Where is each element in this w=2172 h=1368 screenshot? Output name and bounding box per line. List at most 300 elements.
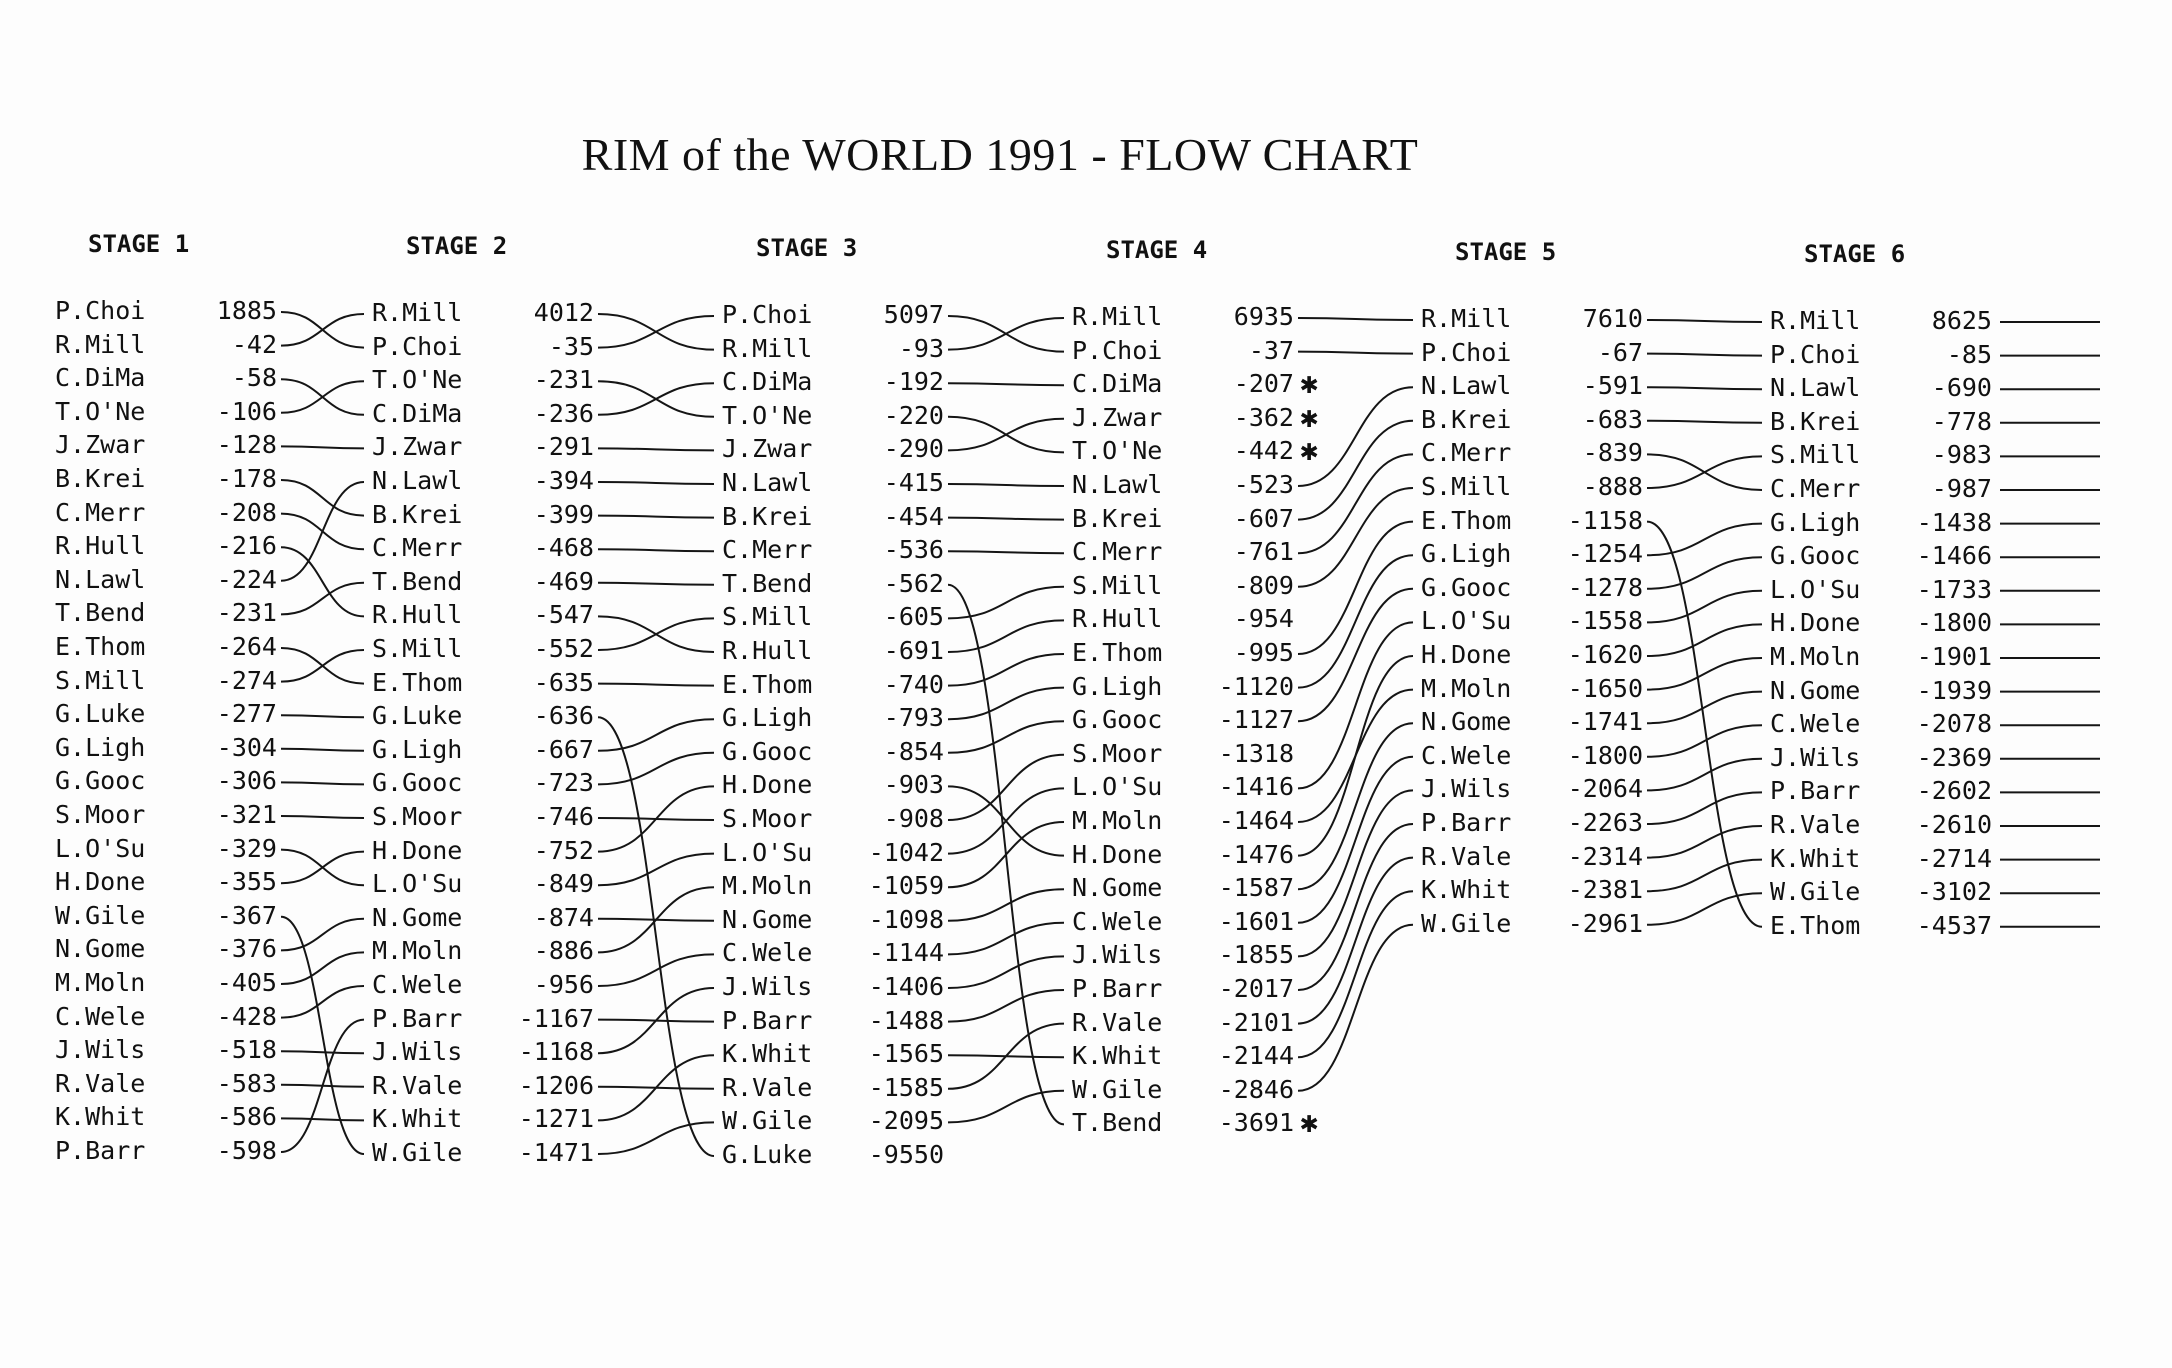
rider-row: [55, 632, 277, 662]
flow-line-mmoln: [281, 952, 364, 984]
rider-name: H.Done: [55, 867, 146, 897]
flow-line-tone: [598, 381, 714, 417]
rider-name: T.O'Ne: [722, 400, 813, 430]
rider-row: [1072, 369, 1294, 399]
rider-time: -224: [216, 564, 277, 594]
flow-line-smill: [281, 650, 364, 682]
rider-time: -1158: [1567, 505, 1643, 535]
rider-row: [1421, 539, 1643, 569]
flow-line-ethom: [598, 684, 714, 686]
rider-row: [722, 1106, 944, 1136]
rider-time: -58: [231, 363, 277, 393]
rider-time: -2610: [1916, 810, 1992, 839]
rider-name: P.Choi: [372, 331, 463, 361]
rider-row: [372, 634, 594, 664]
rider-time: -2961: [1567, 908, 1643, 938]
rider-name: J.Zwar: [1072, 402, 1163, 432]
rider-row: [1421, 909, 1643, 939]
rider-time: -1620: [1567, 640, 1643, 669]
flow-line-ggooc: [1647, 557, 1762, 589]
rider-row: [1421, 472, 1643, 502]
flow-line-jwils: [598, 988, 714, 1053]
rider-row: [1072, 504, 1294, 534]
rider-time: -886: [533, 936, 594, 966]
rider-name: P.Barr: [1072, 974, 1163, 1003]
rider-row: [722, 871, 944, 901]
rider-time: -428: [216, 1001, 277, 1031]
flow-line-ggooc: [1298, 589, 1413, 721]
rider-time: -277: [216, 699, 277, 729]
rider-time: 8625: [1931, 306, 1992, 335]
rider-name: S.Mill: [372, 634, 463, 663]
rider-time: -321: [216, 800, 277, 829]
rider-row: [372, 533, 594, 563]
rider-row: [55, 666, 277, 696]
rider-name: L.O'Su: [1421, 606, 1512, 636]
rider-time: 7610: [1582, 304, 1643, 333]
rider-row: [372, 298, 594, 328]
rider-time: 1885: [216, 296, 277, 325]
rider-row: [1421, 875, 1643, 905]
flow-line-smoor: [948, 755, 1064, 820]
rider-row: [55, 464, 277, 494]
rider-name: G.Ligh: [1421, 539, 1512, 569]
rider-row: [55, 531, 277, 561]
rider-name: R.Vale: [55, 1068, 146, 1098]
rider-name: R.Vale: [1421, 841, 1512, 871]
rider-row: [1770, 709, 1992, 739]
flow-line-cwele: [948, 923, 1064, 955]
flow-line-cmerr: [1647, 454, 1762, 490]
rider-row: [722, 737, 944, 767]
flow-line-rvale: [1647, 826, 1762, 858]
rider-name: B.Krei: [1072, 503, 1163, 533]
rider-time: 4012: [533, 298, 594, 327]
flow-line-smoor: [598, 818, 714, 820]
flow-line-pbarr: [281, 1020, 364, 1152]
flow-line-cwele: [1647, 725, 1762, 757]
flow-line-rvale: [1298, 858, 1413, 1024]
rider-name: N.Lawl: [1072, 470, 1163, 499]
rider-time: -264: [216, 632, 277, 661]
flow-line-ggooc: [598, 753, 714, 785]
rider-row: [1072, 638, 1294, 668]
rider-row: [1072, 537, 1294, 567]
rider-row: [55, 800, 277, 830]
rider-name: M.Moln: [1770, 642, 1861, 671]
flow-line-wgile: [598, 1122, 714, 1154]
rider-time: -399: [533, 499, 594, 529]
rider-row: [1072, 1108, 1294, 1138]
flow-line-rvale: [598, 1087, 714, 1089]
rider-time: -128: [216, 430, 277, 460]
rider-name: G.Gooc: [1421, 572, 1512, 602]
rider-row: [55, 1069, 277, 1099]
rider-time: -1471: [518, 1138, 594, 1167]
rider-name: R.Mill: [722, 333, 813, 363]
rider-name: N.Gome: [372, 902, 463, 932]
rider-time: -42: [231, 329, 277, 359]
rider-row: [722, 401, 944, 431]
flow-line-jwils: [948, 956, 1064, 988]
flow-line-rvale: [281, 1085, 364, 1087]
rider-time: -562: [883, 568, 944, 598]
rider-name: W.Gile: [55, 900, 146, 930]
rider-row: [372, 668, 594, 698]
rider-time: -1585: [868, 1072, 944, 1102]
rider-time: -3691: [1218, 1108, 1294, 1138]
rider-time: -552: [533, 634, 594, 663]
rider-row: [55, 1002, 277, 1032]
flow-line-nlawl: [948, 484, 1064, 486]
flow-line-kwhit: [281, 1118, 364, 1120]
rider-time: -1855: [1218, 940, 1294, 970]
rider-name: T.Bend: [722, 568, 813, 598]
rider-time: -1488: [868, 1005, 944, 1035]
rider-row: [1072, 672, 1294, 702]
rider-name: R.Vale: [372, 1070, 463, 1100]
rider-name: L.O'Su: [722, 837, 813, 867]
rider-row: [1770, 608, 1992, 638]
rider-time: -2381: [1567, 875, 1643, 905]
rider-time: -37: [1248, 335, 1294, 365]
rider-name: T.O'Ne: [55, 396, 146, 426]
rider-name: L.O'Su: [372, 869, 463, 899]
rider-time: -216: [216, 531, 277, 561]
rider-name: J.Wils: [1072, 940, 1163, 970]
rider-time: -691: [883, 636, 944, 665]
stage-2-header: STAGE 2: [406, 232, 508, 260]
rider-name: N.Gome: [1421, 707, 1512, 737]
rider-row: [1421, 405, 1643, 435]
flow-line-tone: [281, 381, 364, 413]
rider-name: T.Bend: [55, 598, 146, 628]
rider-row: [1072, 907, 1294, 937]
rider-time: -469: [533, 566, 594, 596]
rider-row: [372, 399, 594, 429]
rider-row: [1421, 438, 1643, 468]
flow-line-cmerr: [281, 514, 364, 550]
flow-line-rmill: [1647, 320, 1762, 322]
rider-row: [372, 332, 594, 362]
rider-row: [55, 565, 277, 595]
flow-line-rmill: [281, 314, 364, 346]
flow-line-kwhit: [1647, 860, 1762, 892]
rider-row: [722, 1073, 944, 1103]
rider-time: -2017: [1218, 974, 1294, 1003]
rider-row: [1421, 506, 1643, 536]
rider-row: [1072, 1075, 1294, 1105]
flow-line-jwils: [1647, 759, 1762, 791]
rider-row: [1072, 772, 1294, 802]
flow-line-kwhit: [598, 1055, 714, 1120]
rider-name: P.Choi: [1072, 335, 1163, 365]
rider-name: N.Gome: [55, 934, 146, 964]
rider-row: [722, 1039, 944, 1069]
rider-name: P.Choi: [55, 296, 146, 325]
rider-time: -394: [533, 466, 594, 495]
rider-time: -9550: [868, 1140, 944, 1169]
rider-time: -231: [216, 598, 277, 628]
flow-line-mmoln: [1298, 690, 1413, 822]
flow-line-tbend: [281, 583, 364, 615]
rider-row: [722, 334, 944, 364]
rider-row: [372, 1104, 594, 1134]
rider-row: [372, 735, 594, 765]
rider-row: [722, 972, 944, 1002]
rider-row: [1421, 371, 1643, 401]
rider-row: [1770, 508, 1992, 538]
rider-time: -1271: [518, 1104, 594, 1134]
rider-time: -1466: [1916, 541, 1992, 571]
rider-row: [1421, 674, 1643, 704]
rider-name: T.Bend: [1072, 1108, 1163, 1138]
rider-time: -220: [883, 400, 944, 430]
flow-line-pbarr: [1298, 824, 1413, 990]
rider-row: [1072, 302, 1294, 332]
rider-time: -454: [883, 501, 944, 531]
rider-time: -106: [216, 396, 277, 426]
rider-time: -468: [533, 533, 594, 563]
rider-row: [722, 703, 944, 733]
rider-name: P.Barr: [372, 1003, 463, 1033]
rider-row: [55, 330, 277, 360]
flow-line-rmill: [948, 318, 1064, 350]
flow-line-pchoi: [1298, 352, 1413, 354]
rider-name: N.Gome: [1072, 873, 1163, 903]
rider-time: -683: [1582, 404, 1643, 434]
flow-line-rhull: [948, 620, 1064, 652]
flow-line-bkrei: [948, 518, 1064, 520]
rider-time: -983: [1931, 440, 1992, 470]
rider-row: [1072, 806, 1294, 836]
flow-line-mmoln: [598, 887, 714, 952]
rider-name: S.Mill: [1072, 570, 1163, 600]
rider-row: [1421, 808, 1643, 838]
rider-time: -746: [533, 802, 594, 831]
rider-time: -290: [883, 434, 944, 464]
rider-name: M.Moln: [1072, 806, 1163, 835]
rider-row: [722, 636, 944, 666]
rider-row: [55, 1102, 277, 1132]
flow-line-wgile: [281, 917, 364, 1154]
rider-name: N.Lawl: [1770, 373, 1861, 403]
rider-time: -2101: [1218, 1007, 1294, 1037]
rider-name: J.Zwar: [372, 432, 463, 462]
rider-row: [372, 701, 594, 731]
rider-name: S.Moor: [1072, 738, 1163, 768]
abandon-asterisk-icon: ✱: [1300, 366, 1319, 402]
flow-line-rhull: [281, 547, 364, 616]
rider-name: R.Vale: [722, 1072, 813, 1102]
flow-line-gligh: [948, 688, 1064, 720]
flow-line-jzwar: [948, 419, 1064, 451]
flow-line-rhull: [598, 616, 714, 652]
rider-name: P.Barr: [55, 1136, 146, 1165]
rider-row: [372, 1071, 594, 1101]
rider-row: [722, 1006, 944, 1036]
rider-time: -442: [1233, 436, 1294, 466]
rider-name: W.Gile: [722, 1106, 813, 1136]
rider-name: K.Whit: [55, 1102, 146, 1132]
rider-row: [55, 968, 277, 998]
rider-time: -362: [1233, 402, 1294, 432]
rider-time: -586: [216, 1102, 277, 1132]
rider-row: [55, 834, 277, 864]
rider-time: -355: [216, 867, 277, 897]
rider-row: [1421, 606, 1643, 636]
rider-row: [55, 363, 277, 393]
flow-line-gligh: [1298, 555, 1413, 687]
rider-time: -1438: [1916, 507, 1992, 537]
rider-time: -1254: [1567, 539, 1643, 569]
rider-row: [1421, 338, 1643, 368]
rider-time: -1476: [1218, 839, 1294, 869]
rider-name: K.Whit: [1770, 843, 1861, 873]
rider-time: -1406: [868, 972, 944, 1001]
rider-time: -2846: [1218, 1074, 1294, 1104]
rider-time: -1558: [1567, 606, 1643, 636]
rider-row: [1770, 877, 1992, 907]
rider-name: K.Whit: [372, 1104, 463, 1134]
rider-row: [1421, 304, 1643, 334]
rider-name: G.Luke: [372, 701, 463, 731]
rider-name: E.Thom: [55, 632, 146, 661]
flow-line-ngome: [948, 889, 1064, 921]
rider-row: [372, 970, 594, 1000]
rider-time: -636: [533, 701, 594, 731]
rider-time: -2144: [1218, 1041, 1294, 1071]
rider-row: [372, 802, 594, 832]
rider-name: C.Wele: [372, 970, 463, 999]
rider-row: [722, 569, 944, 599]
flow-line-cmerr: [1298, 454, 1413, 553]
stage-4-header: STAGE 4: [1106, 236, 1208, 264]
rider-time: -839: [1582, 438, 1643, 468]
rider-name: R.Hull: [722, 636, 813, 665]
rider-time: -778: [1931, 406, 1992, 436]
flow-line-losu: [281, 850, 364, 886]
rider-name: E.Thom: [1421, 505, 1512, 535]
rider-time: -4537: [1916, 910, 1992, 940]
rider-name: N.Lawl: [372, 466, 463, 495]
rider-row: [722, 905, 944, 935]
rider-name: S.Moor: [372, 802, 463, 831]
rider-name: E.Thom: [1072, 638, 1163, 667]
rider-name: H.Done: [1770, 608, 1861, 638]
rider-row: [372, 836, 594, 866]
flow-line-ethom: [1298, 522, 1413, 654]
rider-name: P.Barr: [722, 1005, 813, 1035]
rider-time: -231: [533, 365, 594, 395]
flow-line-mmoln: [1647, 658, 1762, 690]
rider-row: [55, 1035, 277, 1065]
rider-name: J.Wils: [722, 972, 813, 1001]
flow-line-pchoi: [281, 312, 364, 348]
rider-time: -667: [533, 734, 594, 764]
flow-line-smill: [948, 587, 1064, 619]
rider-row: [1421, 707, 1643, 737]
rider-time: -2263: [1567, 808, 1643, 837]
rider-time: -236: [533, 398, 594, 428]
flow-line-losu: [598, 854, 714, 886]
rider-name: H.Done: [1072, 839, 1163, 869]
rider-time: -1167: [518, 1003, 594, 1033]
flow-line-gluke: [281, 715, 364, 717]
rider-time: -888: [1582, 472, 1643, 501]
rider-time: -208: [216, 497, 277, 527]
rider-row: [1072, 470, 1294, 500]
rider-name: C.Merr: [1770, 474, 1861, 503]
flow-line-ethom: [948, 654, 1064, 686]
flow-line-mmoln: [948, 822, 1064, 887]
rider-name: S.Mill: [1421, 472, 1512, 501]
flow-line-losu: [1298, 622, 1413, 788]
flow-line-jwils: [1298, 790, 1413, 956]
rider-time: -1800: [1567, 740, 1643, 770]
rider-time: -1650: [1567, 673, 1643, 703]
rider-time: -1098: [868, 904, 944, 934]
flow-line-bkrei: [1647, 421, 1762, 423]
rider-name: T.O'Ne: [372, 365, 463, 395]
rider-name: S.Moor: [722, 804, 813, 833]
rider-time: -635: [533, 667, 594, 697]
rider-time: -2602: [1916, 776, 1992, 806]
rider-time: -1901: [1916, 642, 1992, 671]
rider-time: -291: [533, 432, 594, 462]
rider-time: -1042: [868, 837, 944, 867]
rider-row: [722, 804, 944, 834]
rider-row: [1421, 842, 1643, 872]
flow-line-pbarr: [598, 1020, 714, 1022]
rider-row: [1072, 403, 1294, 433]
rider-name: H.Done: [722, 770, 813, 800]
rider-row: [1770, 776, 1992, 806]
flow-line-pchoi: [1647, 354, 1762, 356]
stage-5-header: STAGE 5: [1455, 238, 1557, 266]
rider-row: [372, 1004, 594, 1034]
flow-line-tbend: [948, 585, 1064, 1125]
rider-name: T.Bend: [372, 566, 463, 596]
rider-name: C.DiMa: [372, 398, 463, 428]
rider-row: [1770, 642, 1992, 672]
rider-name: M.Moln: [1421, 673, 1512, 703]
rider-time: -849: [533, 869, 594, 899]
rider-name: L.O'Su: [1770, 574, 1861, 604]
rider-row: [1421, 640, 1643, 670]
rider-row: [1770, 407, 1992, 437]
rider-row: [1770, 911, 1992, 941]
rider-row: [722, 670, 944, 700]
rider-time: -995: [1233, 638, 1294, 667]
rider-name: C.Wele: [1421, 740, 1512, 770]
rider-time: -1278: [1567, 572, 1643, 602]
flow-line-hdone: [948, 786, 1064, 855]
rider-time: -93: [898, 333, 944, 363]
flow-line-losu: [948, 788, 1064, 853]
rider-name: G.Gooc: [1072, 705, 1163, 735]
rider-time: -2064: [1567, 774, 1643, 804]
flow-line-ethom: [1647, 522, 1762, 927]
flow-line-losu: [1647, 591, 1762, 623]
rider-name: G.Luke: [722, 1140, 813, 1169]
rider-name: R.Mill: [55, 329, 146, 359]
rider-name: N.Gome: [722, 904, 813, 934]
rider-name: C.Merr: [55, 497, 146, 527]
flow-line-nlawl: [598, 482, 714, 484]
flow-line-kwhit: [1298, 891, 1413, 1057]
rider-row: [55, 867, 277, 897]
